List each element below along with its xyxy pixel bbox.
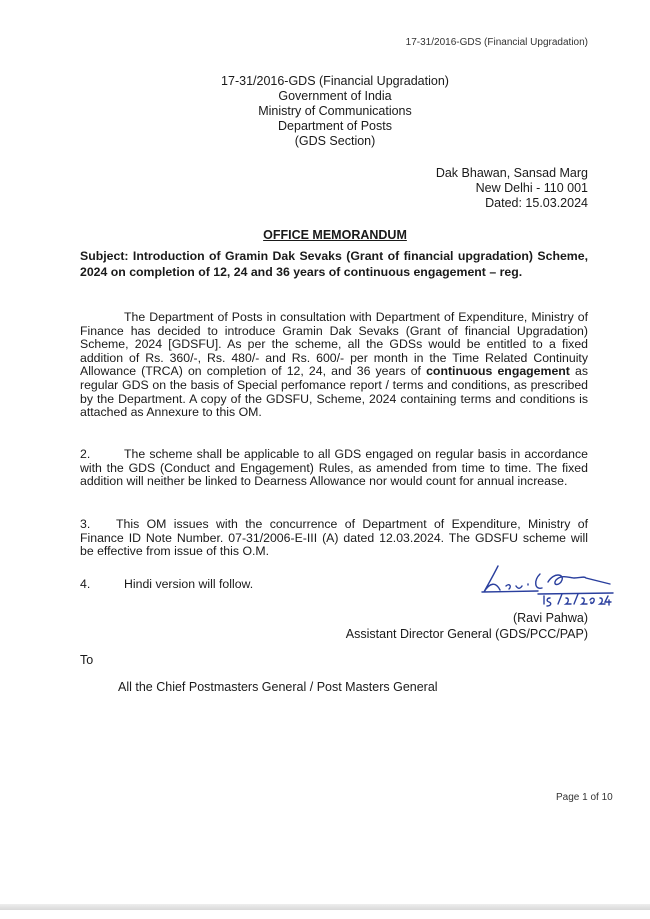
p1-bold: continuous engagement: [426, 364, 570, 379]
signatory-designation: Assistant Director General (GDS/PCC/PAP): [345, 627, 588, 641]
scan-edge: [0, 904, 650, 910]
address-line: Dak Bhawan, Sansad Marg: [435, 166, 588, 180]
addressee: All the Chief Postmasters General / Post Masters General: [118, 680, 438, 694]
signatory-name: (Ravi Pahwa): [512, 611, 588, 625]
para-number: 2.: [80, 447, 91, 461]
paragraph-2: [80, 448, 588, 489]
to-label: To: [80, 653, 94, 667]
file-number: 17-31/2016-GDS (Financial Upgradation): [221, 74, 449, 88]
para-text: This OM issues with the concurrence of Department of Expenditure, Ministry of Finance ID Note Number. 07-31/2006-E-III (A) dated 12.03.2024. The GDSFU scheme will be effective from issue of this O.M.: [80, 517, 588, 559]
memo-title: OFFICE MEMORANDUM: [263, 228, 407, 242]
paragraph-3: [80, 518, 588, 559]
address-block: [436, 166, 588, 211]
section: (GDS Section): [294, 134, 376, 148]
signatory-block: [346, 610, 588, 642]
ministry: Ministry of Communications: [258, 104, 412, 118]
p1-text-end: as regular GDS on the basis of Special perfomance report / terms and conditions, as prescribed by the Department. A copy of the GDSFU, Scheme, 2024 containing terms and conditions is attached as Annexure to this OM.: [80, 364, 589, 420]
department: Department of Posts: [278, 119, 392, 133]
paragraph-1: [80, 311, 588, 420]
top-reference: 17-31/2016-GDS (Financial Upgradation): [405, 37, 588, 48]
government: Government of India: [278, 89, 392, 103]
para-number: 3.: [80, 517, 91, 531]
letterhead: [0, 74, 650, 149]
para-number: 4.: [80, 577, 91, 591]
para-text: The scheme shall be applicable to all GDS engaged on regular basis in accordance with the GDS (Conduct and Engagement) Rules, as amended from time to time. The fixed addition will neither be linked to Dearness Allowance nor would count for annual increase.: [80, 447, 588, 489]
para-text: Hindi version will follow.: [124, 577, 254, 591]
page-number: Page 1 of 10: [556, 792, 613, 803]
subject: Subject: Introduction of Gramin Dak Sevaks (Grant of financial upgradation) Scheme, 2024 on completion of 12, 24 and 36 years of continuous engagement – reg.: [80, 249, 588, 279]
handwritten-signature: [478, 560, 618, 610]
date: Dated: 15.03.2024: [485, 196, 588, 210]
address-city: New Delhi - 110 001: [475, 181, 588, 195]
p1-text: The Department of Posts in consultation with Department of Expenditure, Ministry of Finance has decided to introduce Gramin Dak Sevaks (Grant of financial Upgradation) Scheme, 2024 [GDSFU]. As per the scheme, all the GDSs would be entitled to a fixed addition of Rs. 360/-, Rs. 480/- and Rs. 600/- per month in the Time Related Continuity Allowance (TRCA) on completion of 12, 24, and 36 years of: [80, 310, 588, 379]
